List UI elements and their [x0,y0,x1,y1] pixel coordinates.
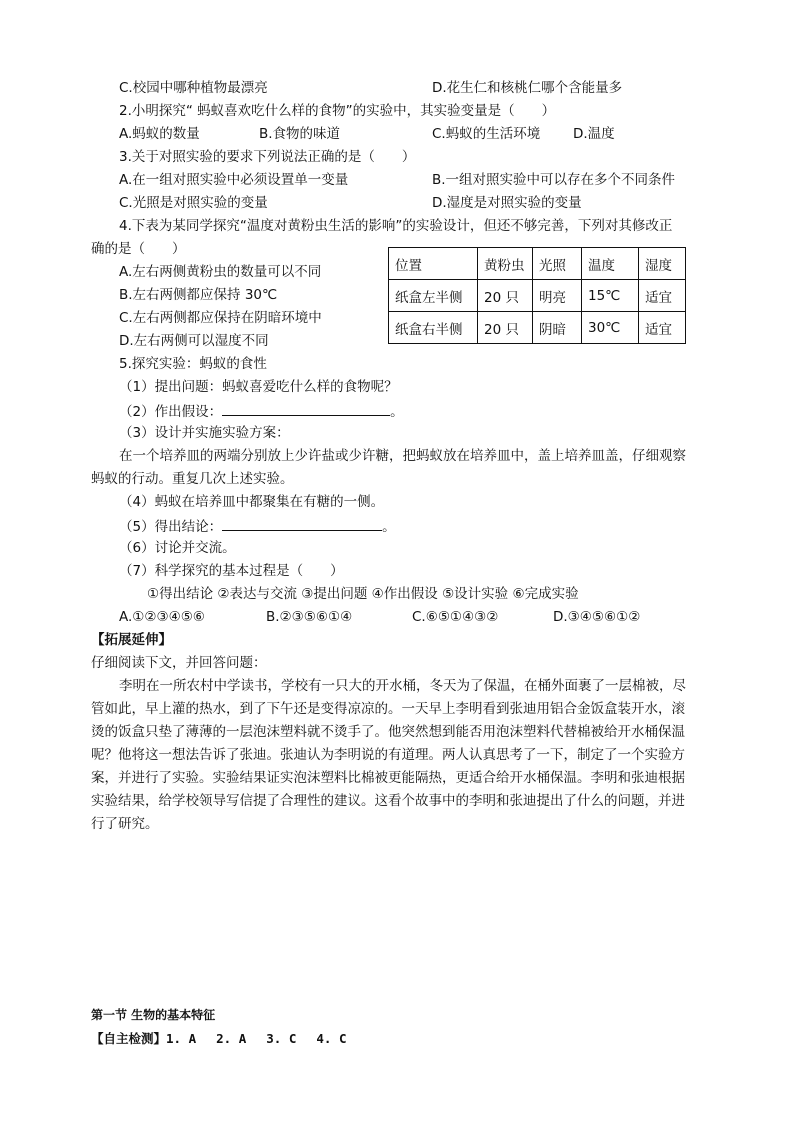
q5-stem: 5.探究实验：蚂蚁的食性 [119,356,267,372]
q5-step-4: （4）蚂蚁在培养皿中都聚集在有糖的一侧。 [119,494,385,510]
passage-line: 呢？他将这一想法告诉了张迪。张迪认为李明说的有道理。两人认真思考了一下，制定了一个实验方 [91,747,685,763]
q5-step-2-label: （2）作出假设： [119,404,223,420]
q3-option-b: B.一组对照实验中可以存在多个不同条件 [432,172,676,188]
q5-step-5 [119,516,396,536]
q5-procedure-line-1: 在一个培养皿的两端分别放上少许盐或少许糖，把蚂蚁放在培养皿中，盖上培养皿盖，仔细观察 [119,448,686,464]
table-cell: 15℃ [582,280,639,312]
extension-heading: 【拓展延伸】 [91,632,172,648]
table-header-cell: 位置 [389,248,478,280]
q3-option-c: C.光照是对照实验的变量 [119,195,268,211]
experiment-table [388,247,686,344]
q5-option-a: A.①②③④⑤⑥ [119,609,205,625]
q1-option-d: D.花生仁和核桃仁哪个含能量多 [432,80,623,96]
q5-step-7: （7）科学探究的基本过程是（ ） [119,563,344,579]
q2-option-d: D.温度 [573,126,615,142]
passage-line: 行了研究。 [91,816,159,832]
table-cell: 明亮 [533,280,582,312]
table-cell: 适宜 [639,280,686,312]
answer-key-label: 【自主检测】 [91,1031,167,1046]
conclusion-answer-blank[interactable] [222,516,382,531]
hypothesis-answer-blank[interactable] [222,401,390,416]
table-header-cell: 黄粉虫 [478,248,533,280]
q5-step-2-end: 。 [390,404,404,420]
table-cell: 纸盒左半侧 [389,280,478,312]
passage-line: 实验结果，给学校领导写信提了合理性的建议。这看个故事中的李明和张迪提出了什么的问题，并进 [91,793,685,809]
q4-option-d: D.左右两侧可以湿度不同 [119,333,269,349]
q5-step-1: （1）提出问题：蚂蚁喜爱吃什么样的食物呢？ [119,379,398,395]
q5-process-steps: ①得出结论 ②表达与交流 ③提出问题 ④作出假设 ⑤设计实验 ⑥完成实验 [147,586,579,602]
q1-option-c: C.校园中哪种植物最漂亮 [119,80,268,96]
q5-step-5-label: （5）得出结论： [119,519,223,535]
q3-option-a: A.在一组对照实验中必须设置单一变量 [119,172,349,188]
q2-option-a: A.蚂蚁的数量 [119,126,200,142]
q4-option-c: C.左右两侧都应保持在阴暗环境中 [119,310,322,326]
answer-section-title: 第一节 生物的基本特征 [91,1008,216,1022]
q2-option-b: B.食物的味道 [259,126,341,142]
q5-procedure-line-2: 蚂蚁的行动。重复几次上述实验。 [91,471,294,487]
table-header-cell: 光照 [533,248,582,280]
answer-key-items: 1. A 2. A 3. C 4. C [166,1031,347,1046]
q2-option-c: C.蚂蚁的生活环境 [432,126,541,142]
q3-stem: 3.关于对照实验的要求下列说法正确的是（ ） [119,149,416,165]
table-cell: 20 只 [478,312,533,344]
q4-option-a: A.左右两侧黄粉虫的数量可以不同 [119,264,322,280]
q4-stem: 4.下表为某同学探究“温度对黄粉虫生活的影响”的实验设计，但还不够完善，下列对其修改正 [119,218,673,234]
table-header-cell: 温度 [582,248,639,280]
extension-intro: 仔细阅读下文，并回答问题： [91,655,267,671]
table-row [389,312,686,344]
answer-key [91,1030,347,1048]
q5-step-2 [119,401,404,421]
table-cell: 30℃ [582,312,639,344]
q5-step-3: （3）设计并实施实验方案： [119,425,290,441]
q2-stem: 2.小明探究“ 蚂蚁喜欢吃什么样的食物”的实验中，其实验变量是（ ） [119,103,556,119]
q4-option-b: B.左右两侧都应保持 30℃ [119,287,278,303]
q5-option-d: D.③④⑤⑥①② [553,609,641,625]
table-header-row [389,248,686,280]
table-row [389,280,686,312]
q5-step-5-end: 。 [382,519,396,535]
table-cell: 纸盒右半侧 [389,312,478,344]
q5-step-6: （6）讨论并交流。 [119,540,236,556]
passage-line: 管如此，早上灌的热水，到了下午还是变得凉凉的。一天早上李明看到张迪用铝合金饭盒装开水，滚 [91,701,685,717]
q5-option-b: B.②③⑤⑥①④ [266,609,353,625]
table-cell: 阴暗 [533,312,582,344]
table-cell: 适宜 [639,312,686,344]
passage-line: 李明在一所农村中学读书，学校有一只大的开水桶，冬天为了保温，在桶外面裹了一层棉被，尽 [119,678,686,694]
passage-line: 案，并进行了实验。实验结果证实泡沫塑料比棉被更能隔热，更适合给开水桶保温。李明和张迪根据 [91,770,685,786]
table-header-cell: 湿度 [639,248,686,280]
passage-line: 烫的饭盒只垫了薄薄的一层泡沫塑料就不烫手了。他突然想到能否用泡沫塑料代替棉被给开水桶保温 [91,724,685,740]
q5-option-c: C.⑥⑤①④③② [412,609,499,625]
table-cell: 20 只 [478,280,533,312]
q4-stem-continued: 确的是（ ） [91,241,186,257]
q3-option-d: D.湿度是对照实验的变量 [432,195,582,211]
